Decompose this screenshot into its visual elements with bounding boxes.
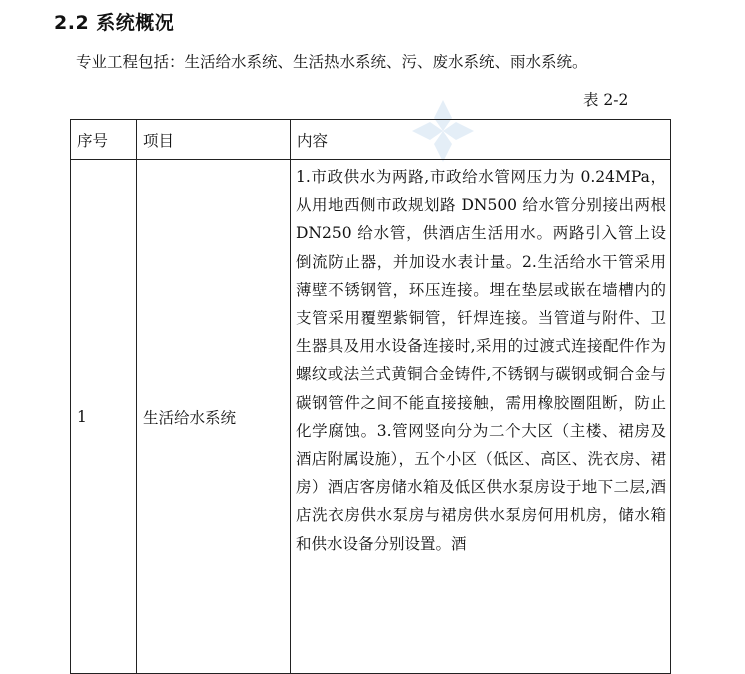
intro-paragraph: 专业工程包括：生活给水系统、生活热水系统、污、废水系统、雨水系统。 (76, 53, 588, 71)
header-cell-content: 内容 (291, 120, 671, 160)
row-no-cell: 1 (71, 160, 137, 674)
system-overview-table (70, 119, 671, 674)
row-content-cell: 1.市政供水为两路,市政给水管网压力为 0.24MPa，从用地西侧市政规划路 DN500 给水管分别接出两根 DN250 给水管，供酒店生活用水。两路引入管上设倒流防止器，并加设水表计量。2.生活给水干管采用薄壁不锈钢管，环压连接。埋在垫层或嵌在墙槽内的支管采用覆塑紫铜管，钎焊连接。当管道与附件、卫生器具及用水设备连接时,采用的过渡式连接配件作为螺纹或法兰式黄铜合金铸件,不锈钢与碳钢或铜合金与碳钢管件之间不能直接接触，需用橡胶圈阻断，防止化学腐蚀。3.管网竖向分为二个大区（主楼、裙房及酒店附属设施），五个小区（低区、高区、洗衣房、裙房）酒店客房储水箱及低区供水泵房设于地下二层,酒店洗衣房供水泵房与裙房供水泵房何用机房，储水箱和供水设备分别设置。酒 (291, 160, 671, 674)
table-header-row (71, 120, 671, 160)
header-cell-item: 项目 (137, 120, 291, 160)
header-cell-no: 序号 (71, 120, 137, 160)
section-heading: 2.2 系统概况 (54, 12, 175, 34)
table-number: 表 2-2 (583, 91, 629, 109)
row-item-cell: 生活给水系统 (137, 160, 291, 674)
table-row (71, 160, 671, 674)
